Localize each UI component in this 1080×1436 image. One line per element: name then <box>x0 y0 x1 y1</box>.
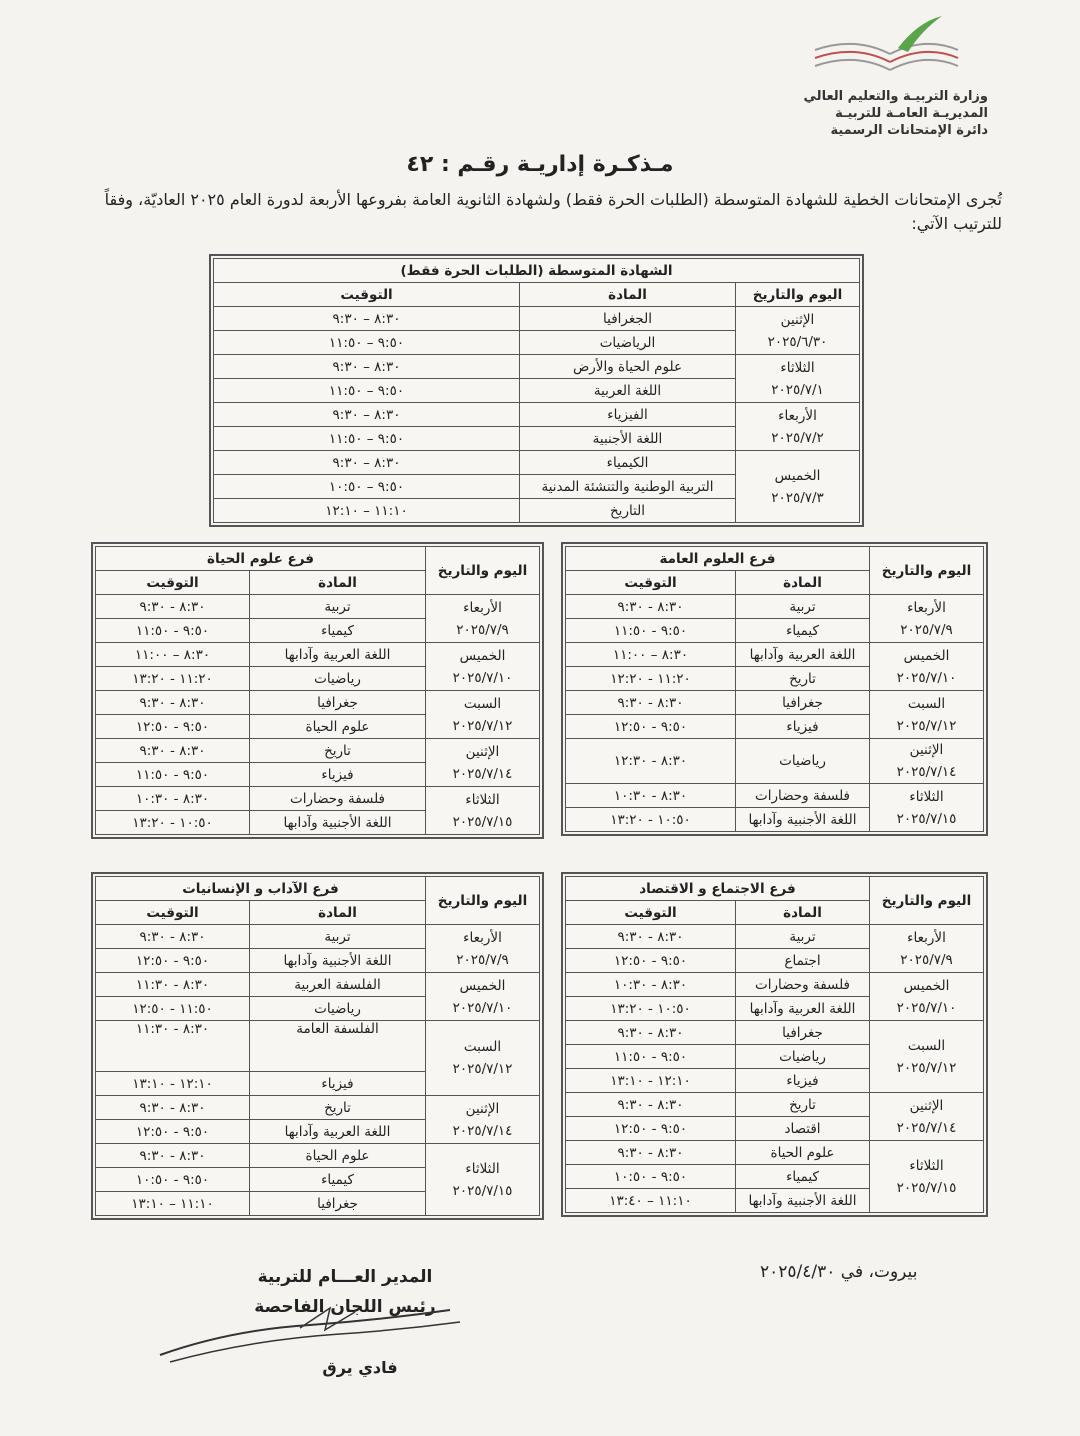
header-day: اليوم والتاريخ <box>426 547 540 595</box>
time-cell: ٨:٣٠ - ١٢:٣٠ <box>565 739 735 784</box>
time-cell: ٨:٣٠ – ١١:٠٠ <box>96 643 250 667</box>
day-cell <box>426 1144 540 1216</box>
table-row <box>565 973 983 997</box>
day-date: ٢٠٢٥/٧/١٥ <box>452 1182 513 1199</box>
day-cell <box>426 739 540 787</box>
subject-cell: فيزياء <box>250 763 426 787</box>
place-date: بيروت، في ٢٠٢٥/٤/٣٠ <box>760 1262 918 1282</box>
subject-cell: الجغرافيا <box>520 307 736 331</box>
signatory-role: رئيس اللجان الفاحصة <box>254 1297 436 1317</box>
day-cell <box>426 595 540 643</box>
time-cell: ٨:٣٠ - ٩:٣٠ <box>96 925 250 949</box>
day-name: الإثنين <box>780 311 815 328</box>
subject-cell: اقتصاد <box>736 1117 870 1141</box>
table-life-sciences <box>95 546 540 835</box>
day-cell <box>870 925 984 973</box>
directorate-name: المديريـة العامـة للتربيـة <box>835 106 988 121</box>
time-cell: ٨:٣٠ - ٩:٣٠ <box>96 1144 250 1168</box>
time-cell: ٩:٥٠ - ١١:٥٠ <box>96 763 250 787</box>
time-cell: ٨:٣٠ - ١٠:٣٠ <box>565 784 735 808</box>
subject-cell: تاريخ <box>736 667 870 691</box>
day-name: الخميس <box>459 977 506 994</box>
day-name: الثلاثاء <box>465 1160 500 1177</box>
day-name: السبت <box>463 695 502 712</box>
time-cell: ٩:٥٠ - ١٢:٥٠ <box>96 715 250 739</box>
table-row <box>214 451 860 475</box>
day-cell <box>870 1021 984 1093</box>
time-cell: ٩:٥٠ – ١١:٥٠ <box>214 379 520 403</box>
table-row <box>565 595 983 619</box>
day-name: الثلاثاء <box>780 359 815 376</box>
subject-cell: جغرافيا <box>736 691 870 715</box>
subject-cell: فيزياء <box>736 715 870 739</box>
subject-cell: اللغة العربية وآدابها <box>250 1120 426 1144</box>
time-cell: ٩:٥٠ - ١٢:٥٠ <box>565 1117 735 1141</box>
time-cell: ١١:١٠ – ١٣:٤٠ <box>565 1189 735 1213</box>
day-cell <box>870 739 984 784</box>
header-day: اليوم والتاريخ <box>426 877 540 925</box>
day-name: السبت <box>907 695 946 712</box>
subject-cell: علوم الحياة <box>250 1144 426 1168</box>
day-name: الخميس <box>903 647 950 664</box>
subject-cell: اللغة الأجنبية <box>520 427 736 451</box>
time-cell: ٨:٣٠ - ٩:٣٠ <box>565 1141 735 1165</box>
day-cell <box>426 691 540 739</box>
day-date: ٢٠٢٥/٧/١٢ <box>896 717 957 734</box>
table-title: فرع الآداب و الإنسانيات <box>96 877 426 901</box>
time-cell: ١٠:٥٠ - ١٣:٢٠ <box>565 808 735 832</box>
header-day: اليوم والتاريخ <box>870 547 984 595</box>
day-date: ٢٠٢٥/٧/٩ <box>456 621 509 638</box>
header-time: التوقيت <box>96 901 250 925</box>
table-sociology-economics <box>565 876 984 1213</box>
table-row <box>565 925 983 949</box>
time-cell: ٨:٣٠ - ١٠:٣٠ <box>565 973 735 997</box>
subject-cell: اللغة العربية وآدابها <box>736 997 870 1021</box>
day-date: ٢٠٢٥/٧/١٠ <box>452 669 513 686</box>
header-time: التوقيت <box>565 901 735 925</box>
subject-cell: رياضيات <box>736 739 870 784</box>
day-cell <box>870 784 984 832</box>
subject-cell: التاريخ <box>520 499 736 523</box>
time-cell: ٨:٣٠ - ٩:٣٠ <box>565 1093 735 1117</box>
subject-cell: اللغة العربية وآدابها <box>250 643 426 667</box>
subject-cell: كيمياء <box>250 619 426 643</box>
time-cell: ١٢:١٠ - ١٣:١٠ <box>565 1069 735 1093</box>
day-date: ٢٠٢٥/٧/١٠ <box>896 669 957 686</box>
header-time: التوقيت <box>214 283 520 307</box>
subject-cell: جغرافيا <box>736 1021 870 1045</box>
time-cell: ٨:٣٠ - ١١:٣٠ <box>96 1021 250 1072</box>
time-cell: ٨:٣٠ - ٩:٣٠ <box>96 739 250 763</box>
header-day: اليوم والتاريخ <box>736 283 860 307</box>
day-name: الإثنين <box>465 1100 500 1117</box>
day-cell <box>870 1141 984 1213</box>
time-cell: ٩:٥٠ - ١٠:٥٠ <box>96 1168 250 1192</box>
time-cell: ٩:٥٠ - ١٠:٥٠ <box>565 1165 735 1189</box>
header-subject: المادة <box>250 571 426 595</box>
day-cell <box>736 403 860 451</box>
subject-cell: علوم الحياة <box>736 1141 870 1165</box>
table-row <box>565 739 983 784</box>
table-general-sciences <box>565 546 984 832</box>
table-row <box>565 1021 983 1045</box>
day-cell <box>736 451 860 523</box>
subject-cell: فلسفة وحضارات <box>250 787 426 811</box>
time-cell: ٨:٣٠ - ٩:٣٠ <box>565 595 735 619</box>
time-cell: ٩:٥٠ – ١١:٥٠ <box>214 331 520 355</box>
table-title: فرع الاجتماع و الاقتصاد <box>565 877 869 901</box>
header-time: التوقيت <box>96 571 250 595</box>
subject-cell: تربية <box>250 925 426 949</box>
subject-cell: كيمياء <box>736 1165 870 1189</box>
table-title: فرع العلوم العامة <box>565 547 869 571</box>
subject-cell: فلسفة وحضارات <box>736 784 870 808</box>
subject-cell: كيمياء <box>250 1168 426 1192</box>
subject-cell: فلسفة وحضارات <box>736 973 870 997</box>
time-cell: ١٠:٥٠ - ١٣:٢٠ <box>96 811 250 835</box>
day-name: الثلاثاء <box>465 791 500 808</box>
table-row <box>214 307 860 331</box>
table-row <box>96 925 540 949</box>
time-cell: ٩:٥٠ – ١١:٥٠ <box>214 427 520 451</box>
time-cell: ٨:٣٠ - ٩:٣٠ <box>565 925 735 949</box>
day-name: السبت <box>907 1037 946 1054</box>
subject-cell: رياضيات <box>250 667 426 691</box>
time-cell: ٩:٥٠ - ١٢:٥٠ <box>565 949 735 973</box>
day-cell <box>426 1021 540 1096</box>
time-cell: ٨:٣٠ – ٩:٣٠ <box>214 403 520 427</box>
time-cell: ٨:٣٠ - ٩:٣٠ <box>96 595 250 619</box>
subject-cell: تاريخ <box>736 1093 870 1117</box>
day-name: الثلاثاء <box>909 788 944 805</box>
time-cell: ١٢:١٠ - ١٣:١٠ <box>96 1072 250 1096</box>
subject-cell: جغرافيا <box>250 1192 426 1216</box>
signatory-name: فادي يرق <box>322 1358 398 1377</box>
day-date: ٢٠٢٥/٧/١٥ <box>896 1179 957 1196</box>
memo-title: مـذكـرة إداريـة رقـم : ٤٢ <box>406 152 674 177</box>
time-cell: ٨:٣٠ – ١١:٠٠ <box>565 643 735 667</box>
time-cell: ٨:٣٠ – ٩:٣٠ <box>214 355 520 379</box>
subject-cell: الفيزياء <box>520 403 736 427</box>
table-row <box>96 1096 540 1120</box>
day-date: ٢٠٢٥/٧/١٥ <box>452 813 513 830</box>
day-cell <box>426 925 540 973</box>
day-date: ٢٠٢٥/٧/٢ <box>771 429 824 446</box>
table-row <box>565 1093 983 1117</box>
time-cell: ٨:٣٠ – ٩:٣٠ <box>214 307 520 331</box>
day-date: ٢٠٢٥/٧/١٠ <box>452 999 513 1016</box>
subject-cell: رياضيات <box>250 997 426 1021</box>
day-name: الأربعاء <box>907 599 946 616</box>
subject-cell: تربية <box>736 925 870 949</box>
subject-cell: الفلسفة العربية <box>250 973 426 997</box>
day-cell <box>870 643 984 691</box>
time-cell: ٩:٥٠ - ١٢:٥٠ <box>96 1120 250 1144</box>
day-cell <box>426 973 540 1021</box>
subject-cell: اللغة الأجنبية وآدابها <box>250 949 426 973</box>
table-row <box>96 691 540 715</box>
day-cell <box>426 643 540 691</box>
subject-cell: اللغة الأجنبية وآدابها <box>736 808 870 832</box>
subject-cell: اللغة العربية <box>520 379 736 403</box>
day-name: السبت <box>463 1039 502 1055</box>
ministry-header <box>804 88 988 139</box>
subject-cell: جغرافيا <box>250 691 426 715</box>
subject-cell: رياضيات <box>736 1045 870 1069</box>
ministry-logo <box>810 12 960 82</box>
subject-cell: الرياضيات <box>520 331 736 355</box>
time-cell: ٨:٣٠ – ٩:٣٠ <box>214 451 520 475</box>
time-cell: ١١:٥٠ - ١٢:٥٠ <box>96 997 250 1021</box>
subject-cell: اللغة الأجنبية وآدابها <box>250 811 426 835</box>
table-row <box>96 595 540 619</box>
subject-cell: علوم الحياة <box>250 715 426 739</box>
time-cell: ٩:٥٠ - ١١:٥٠ <box>565 619 735 643</box>
table-row <box>214 403 860 427</box>
time-cell: ٩:٥٠ - ١٢:٥٠ <box>96 949 250 973</box>
table-row <box>565 691 983 715</box>
header-subject: المادة <box>250 901 426 925</box>
time-cell: ٨:٣٠ - ١١:٣٠ <box>96 973 250 997</box>
subject-cell: تربية <box>736 595 870 619</box>
time-cell: ١١:١٠ – ١٣:١٠ <box>96 1192 250 1216</box>
day-name: الأربعاء <box>463 929 502 946</box>
subject-cell: الفلسفة العامة <box>250 1021 426 1072</box>
ministry-name: وزارة التربيـة والتعليم العالي <box>803 89 988 104</box>
subject-cell: فيزياء <box>250 1072 426 1096</box>
table-row <box>96 1021 540 1072</box>
day-date: ٢٠٢٥/٧/١٢ <box>452 717 513 734</box>
day-name: الأربعاء <box>463 599 502 616</box>
subject-cell: تاريخ <box>250 739 426 763</box>
subject-cell: كيمياء <box>736 619 870 643</box>
day-name: الخميس <box>903 977 950 994</box>
subject-cell: فيزياء <box>736 1069 870 1093</box>
day-date: ٢٠٢٥/٧/١٤ <box>452 765 513 782</box>
time-cell: ٨:٣٠ - ٩:٣٠ <box>565 691 735 715</box>
time-cell: ٩:٥٠ - ١١:٥٠ <box>565 1045 735 1069</box>
table-row <box>96 1144 540 1168</box>
day-date: ٢٠٢٥/٧/١٤ <box>452 1122 513 1139</box>
day-name: الأربعاء <box>907 929 946 946</box>
time-cell: ٨:٣٠ - ٩:٣٠ <box>96 1096 250 1120</box>
day-date: ٢٠٢٥/٧/١٠ <box>896 999 957 1016</box>
time-cell: ٩:٥٠ – ١٠:٥٠ <box>214 475 520 499</box>
subject-cell: تربية <box>250 595 426 619</box>
table-row <box>96 643 540 667</box>
day-cell <box>870 973 984 1021</box>
day-cell <box>870 691 984 739</box>
subject-cell: اللغة الأجنبية وآدابها <box>736 1189 870 1213</box>
memo-intro: تُجرى الإمتحانات الخطية للشهادة المتوسطة (الطلبات الحرة فقط) ولشهادة الثانوية العامة بفروعها الأربعة لدورة العام ٢٠٢٥ العاديّة، وفقاً للترتيب الآتي: <box>104 190 1002 233</box>
department-name: دائرة الإمتحانات الرسمية <box>830 123 988 138</box>
subject-cell: علوم الحياة والأرض <box>520 355 736 379</box>
day-cell <box>870 1093 984 1141</box>
day-date: ٢٠٢٥/٧/١ <box>771 381 824 398</box>
table-row <box>96 739 540 763</box>
table-row <box>214 355 860 379</box>
day-cell <box>736 355 860 403</box>
day-date: ٢٠٢٥/٧/٩ <box>900 621 953 638</box>
table-literature-humanities <box>95 876 540 1216</box>
day-date: ٢٠٢٥/٧/١٢ <box>452 1061 513 1077</box>
table-row <box>565 784 983 808</box>
time-cell: ٨:٣٠ - ١٠:٣٠ <box>96 787 250 811</box>
day-name: الإثنين <box>909 1097 944 1114</box>
table-title: فرع علوم الحياة <box>96 547 426 571</box>
day-cell <box>870 595 984 643</box>
header-subject: المادة <box>736 571 870 595</box>
time-cell: ١٠:٥٠ - ١٣:٢٠ <box>565 997 735 1021</box>
day-date: ٢٠٢٥/٧/٩ <box>456 951 509 968</box>
subject-cell: اللغة العربية وآدابها <box>736 643 870 667</box>
table-row <box>96 973 540 997</box>
day-name: الإثنين <box>465 743 500 760</box>
day-name: الأربعاء <box>778 407 817 424</box>
day-date: ٢٠٢٥/٧/١٥ <box>896 810 957 827</box>
day-name: الخميس <box>774 467 821 484</box>
table-brevet <box>213 258 860 523</box>
day-date: ٢٠٢٥/٦/٣٠ <box>767 333 828 350</box>
table-row <box>96 787 540 811</box>
subject-cell: التربية الوطنية والتنشئة المدنية <box>520 475 736 499</box>
day-date: ٢٠٢٥/٧/٣ <box>771 489 824 506</box>
time-cell: ٩:٥٠ - ١١:٥٠ <box>96 619 250 643</box>
day-date: ٢٠٢٥/٧/١٤ <box>896 764 957 780</box>
header-time: التوقيت <box>565 571 735 595</box>
time-cell: ٨:٣٠ - ٩:٣٠ <box>565 1021 735 1045</box>
day-cell <box>736 307 860 355</box>
subject-cell: اجتماع <box>736 949 870 973</box>
table-row <box>565 643 983 667</box>
table-row <box>565 1141 983 1165</box>
day-name: الثلاثاء <box>909 1157 944 1174</box>
header-subject: المادة <box>520 283 736 307</box>
subject-cell: تاريخ <box>250 1096 426 1120</box>
day-name: الخميس <box>459 647 506 664</box>
day-name: الإثنين <box>909 742 944 758</box>
signatory-title: المدير العـــام للتربية <box>257 1267 433 1287</box>
day-date: ٢٠٢٥/٧/٩ <box>900 951 953 968</box>
day-date: ٢٠٢٥/٧/١٤ <box>896 1119 957 1136</box>
subject-cell: الكيمياء <box>520 451 736 475</box>
time-cell: ٩:٥٠ - ١٢:٥٠ <box>565 715 735 739</box>
time-cell: ١١:٢٠ - ١٣:٢٠ <box>96 667 250 691</box>
day-date: ٢٠٢٥/٧/١٢ <box>896 1059 957 1076</box>
day-cell <box>426 787 540 835</box>
table-title: الشهادة المتوسطة (الطلبات الحرة فقط) <box>214 259 860 283</box>
day-cell <box>426 1096 540 1144</box>
header-day: اليوم والتاريخ <box>870 877 984 925</box>
time-cell: ١١:١٠ – ١٢:١٠ <box>214 499 520 523</box>
header-subject: المادة <box>736 901 870 925</box>
time-cell: ٨:٣٠ - ٩:٣٠ <box>96 691 250 715</box>
time-cell: ١١:٢٠ - ١٢:٢٠ <box>565 667 735 691</box>
